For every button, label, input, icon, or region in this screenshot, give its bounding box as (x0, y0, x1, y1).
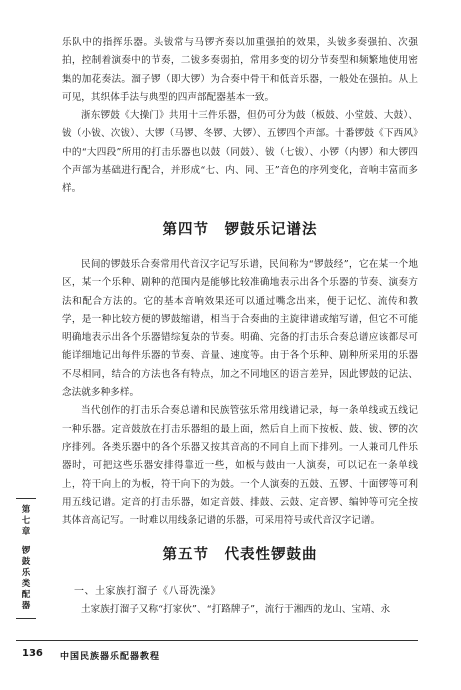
side-tab-char: 乐 (21, 568, 31, 578)
section-5-title: 第五节 代表性锣鼓曲 (162, 547, 318, 563)
side-tab-char: 章 (21, 527, 31, 537)
section-4-body (62, 256, 418, 530)
side-tab-char: 鼓 (21, 557, 31, 567)
side-tab-char: 类 (21, 579, 31, 589)
side-tab-char: 第 (21, 505, 31, 515)
chapter-side-tab (16, 498, 36, 619)
section-5-body (62, 601, 418, 619)
paragraph: 乐队中的指挥乐器。头钹常与马锣齐奏以加重强拍的效果，头钹多奏强拍、次强拍，控制着演奏中的节奏，二钹多奏弱拍，常用多变的切分节奏型和频繁地使用密集的加花奏法。溜子锣（即大锣）为合奏中骨干和低音乐器，一般处在强拍。从上可见，其织体手法与典型的四声部配器基本一致。 (62, 37, 418, 103)
side-tab-char: 器 (21, 601, 31, 611)
page-number: 136 (22, 648, 43, 659)
paragraph: 土家族打溜子又称“打家伙”、“打路牌子”，流行于湘西的龙山、宝靖、永 (81, 604, 391, 615)
paragraph: 当代创作的打击乐合奏总谱和民族管弦乐常用线谱记录，每一条单线或五线记一种乐器。定音鼓放在打击乐器组的最上面，然后自上而下按板、鼓、钹、锣的次序排列。各类乐器中的各个乐器又按其音高的不同自上而下排列。一人兼司几件乐器时，可把这些乐器安排得靠近一些，如板与鼓由一人演奏，可以记在一条单线上，符干向上的为板，符干向下的为鼓。一个人演奏的五鼓、五锣、十面锣等可利用五线记谱。定音的打击乐器，如定音鼓、排鼓、云鼓、定音锣、编钟等可完全按其体音高记写。一时难以用线条记谱的乐器，可采用符号或代音汉字记谱。 (62, 405, 418, 527)
subsection-heading: 一、土家族打溜子《八哥洗澡》 (74, 586, 221, 597)
footer-divider (16, 640, 418, 641)
paragraph: 民间的锣鼓乐合奏常用代音汉字记写乐谱，民间称为“锣鼓经”，它在某一个地区，某一个乐种、剧种的范围内是能够比较准确地表示出各个乐器的节奏、演奏方法和配合方法的。它的基本音响效果还可以通过嘴念出来，便于记忆、流传和教学，是一种比较方便的锣鼓缩谱，相当于合奏曲的主旋律谱或缩写谱，但它不可能明确地表示出各个乐器错综复杂的节奏。明确、完备的打击乐合奏总谱应该都尽可能详细地记出每件乐器的节奏、音量、速度等。由于各个乐种、剧种所采用的乐器不尽相同，结合的方法也各有特点，加之不同地区的语言差异，因此锣鼓的记法、念法就多种多样。 (62, 259, 418, 399)
side-tab-char: 配 (21, 590, 31, 600)
side-tab-char: 锣 (21, 546, 31, 556)
side-tab-char: 七 (21, 516, 31, 526)
running-footer-title: 中国民族器乐配器教程 (60, 652, 161, 662)
paragraph: 浙东锣鼓《大操门》共用十三件乐器，但仍可分为鼓（板鼓、小堂鼓、大鼓）、钹（小钹、次钹）、大锣（马锣、冬锣、大锣）、五锣四个声部。十番锣鼓《下西风》中的“大四段”所用的打击乐器也以鼓（同鼓）、钹（七钹）、小锣（内锣）和大锣四个声部为基础进行配合，并形成“七、内、同、王”音色的序列变化，音响丰富而多样。 (62, 110, 418, 195)
intro-text (62, 34, 418, 199)
section-4-title: 第四节 锣鼓乐记谱法 (162, 222, 318, 238)
